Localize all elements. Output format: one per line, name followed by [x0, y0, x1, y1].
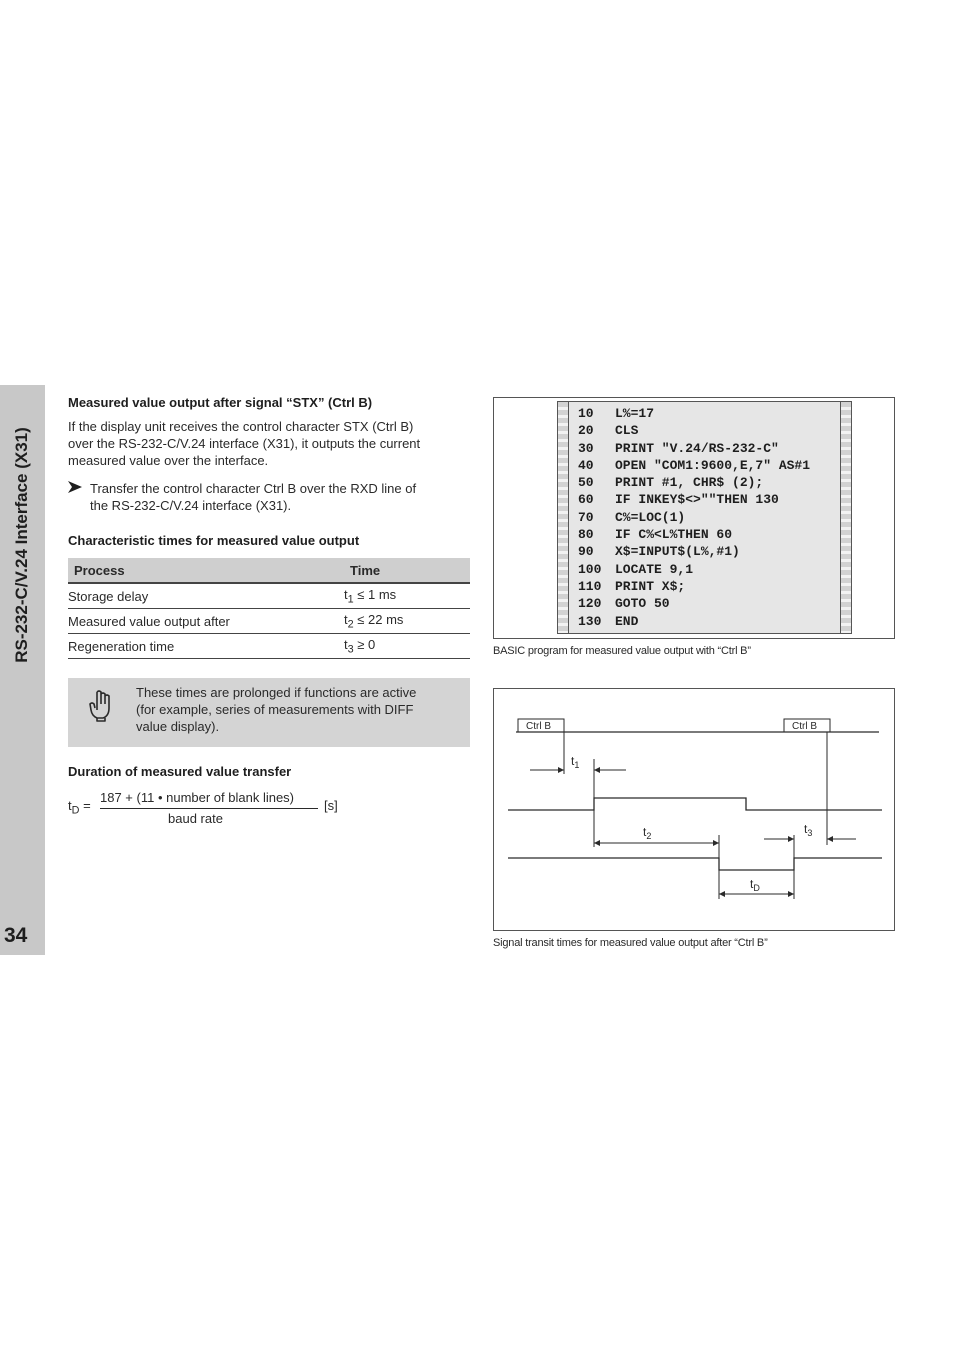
times-table: [68, 558, 470, 659]
code-line: 30 PRINT "V.24/RS-232-C": [578, 440, 779, 456]
table-row: [68, 634, 470, 659]
column-header-process: Process: [68, 558, 344, 583]
timing-caption: Signal transit times for measured value output after “Ctrl B”: [493, 937, 768, 949]
code-line: 120 GOTO 50: [578, 596, 670, 612]
ctrl-b-label-left: Ctrl B: [526, 721, 551, 732]
ctrl-b-label-right: Ctrl B: [792, 721, 817, 732]
time-cell: $t_2 \le 22$ ms: [344, 609, 470, 634]
code-line: 20 CLS: [578, 423, 639, 439]
code-line: 110 PRINT X$;: [578, 578, 686, 594]
code-caption: BASIC program for measured value output with “Ctrl B”: [493, 645, 751, 657]
code-line: 130 END: [578, 613, 639, 629]
bullet-line: Transfer the control character Ctrl B over the RXD line of: [90, 481, 417, 496]
note-line: (for example, series of measurements with DIFF: [136, 702, 414, 717]
column-header-time: Time: [344, 558, 470, 583]
output-waveform: [508, 798, 882, 810]
pointing-hand-icon: [88, 690, 114, 727]
note-line: value display).: [136, 719, 220, 734]
code-line: 50 PRINT #1, CHR$ (2);: [578, 475, 764, 491]
formula-denominator: baud rate: [168, 811, 223, 826]
time-cell: $t_3 \ge 0$: [344, 634, 470, 659]
section-heading-duration: Duration of measured value transfer: [68, 764, 292, 779]
section-heading-stx: Measured value output after signal “STX” (Ctrl B): [68, 395, 373, 410]
intro-line: If the display unit receives the control character STX (Ctrl B): [68, 419, 414, 434]
intro-line: measured value over the interface.: [68, 453, 269, 468]
fraction-bar: [100, 808, 318, 809]
process-cell: Storage delay: [68, 583, 344, 609]
duration-formula: [68, 790, 368, 830]
code-figure: [493, 397, 895, 639]
table-row: [68, 609, 470, 634]
timing-diagram: [493, 688, 895, 931]
table-header-row: [68, 558, 470, 583]
code-line: 100 LOCATE 9,1: [578, 561, 694, 577]
listing-edge-right: [840, 402, 851, 633]
formula-lhs: $t_D$ =: [68, 798, 91, 817]
formula-numerator: 187 + (11 • number of blank lines): [100, 790, 295, 805]
code-line: 70 C%=LOC(1): [578, 509, 686, 525]
code-line: 90 X$=INPUT$(L%,#1): [578, 544, 740, 560]
t2-label: $t_2$: [643, 825, 652, 841]
table-row: [68, 583, 470, 609]
t3-label: $t_3$: [804, 822, 813, 838]
chapter-title: RS-232-C/V.24 Interface (X31): [12, 427, 31, 663]
time-cell: $t_1 \le 1$ ms: [344, 583, 470, 609]
code-listing: [557, 401, 852, 634]
code-line: 40 OPEN "COM1:9600,E,7" AS#1: [578, 457, 811, 473]
t1-label: $t_1$: [571, 754, 580, 770]
section-heading-times: Characteristic times for measured value output: [68, 533, 360, 548]
page-number: 34: [4, 924, 28, 947]
code-line: 10 L%=17: [578, 406, 655, 421]
process-cell: Regeneration time: [68, 634, 344, 659]
td-label: $t_D$: [750, 877, 760, 893]
code-line: 60 IF INKEY$<>""THEN 130: [578, 492, 779, 508]
note-line: These times are prolonged if functions are active: [136, 685, 417, 700]
timing-diagram-svg: [494, 689, 894, 930]
listing-edge-left: [558, 402, 569, 633]
intro-line: over the RS-232-C/V.24 interface (X31), it outputs the current: [68, 436, 421, 451]
arrow-bullet-icon: [68, 480, 82, 497]
transfer-waveform: [508, 858, 882, 870]
formula-unit: [s]: [324, 798, 338, 813]
code-line: 80 IF C%<L%THEN 60: [578, 527, 733, 543]
bullet-line: the RS-232-C/V.24 interface (X31).: [90, 498, 292, 513]
note-box: [68, 678, 470, 747]
intro-paragraph: [68, 418, 470, 469]
process-cell: Measured value output after: [68, 609, 344, 634]
